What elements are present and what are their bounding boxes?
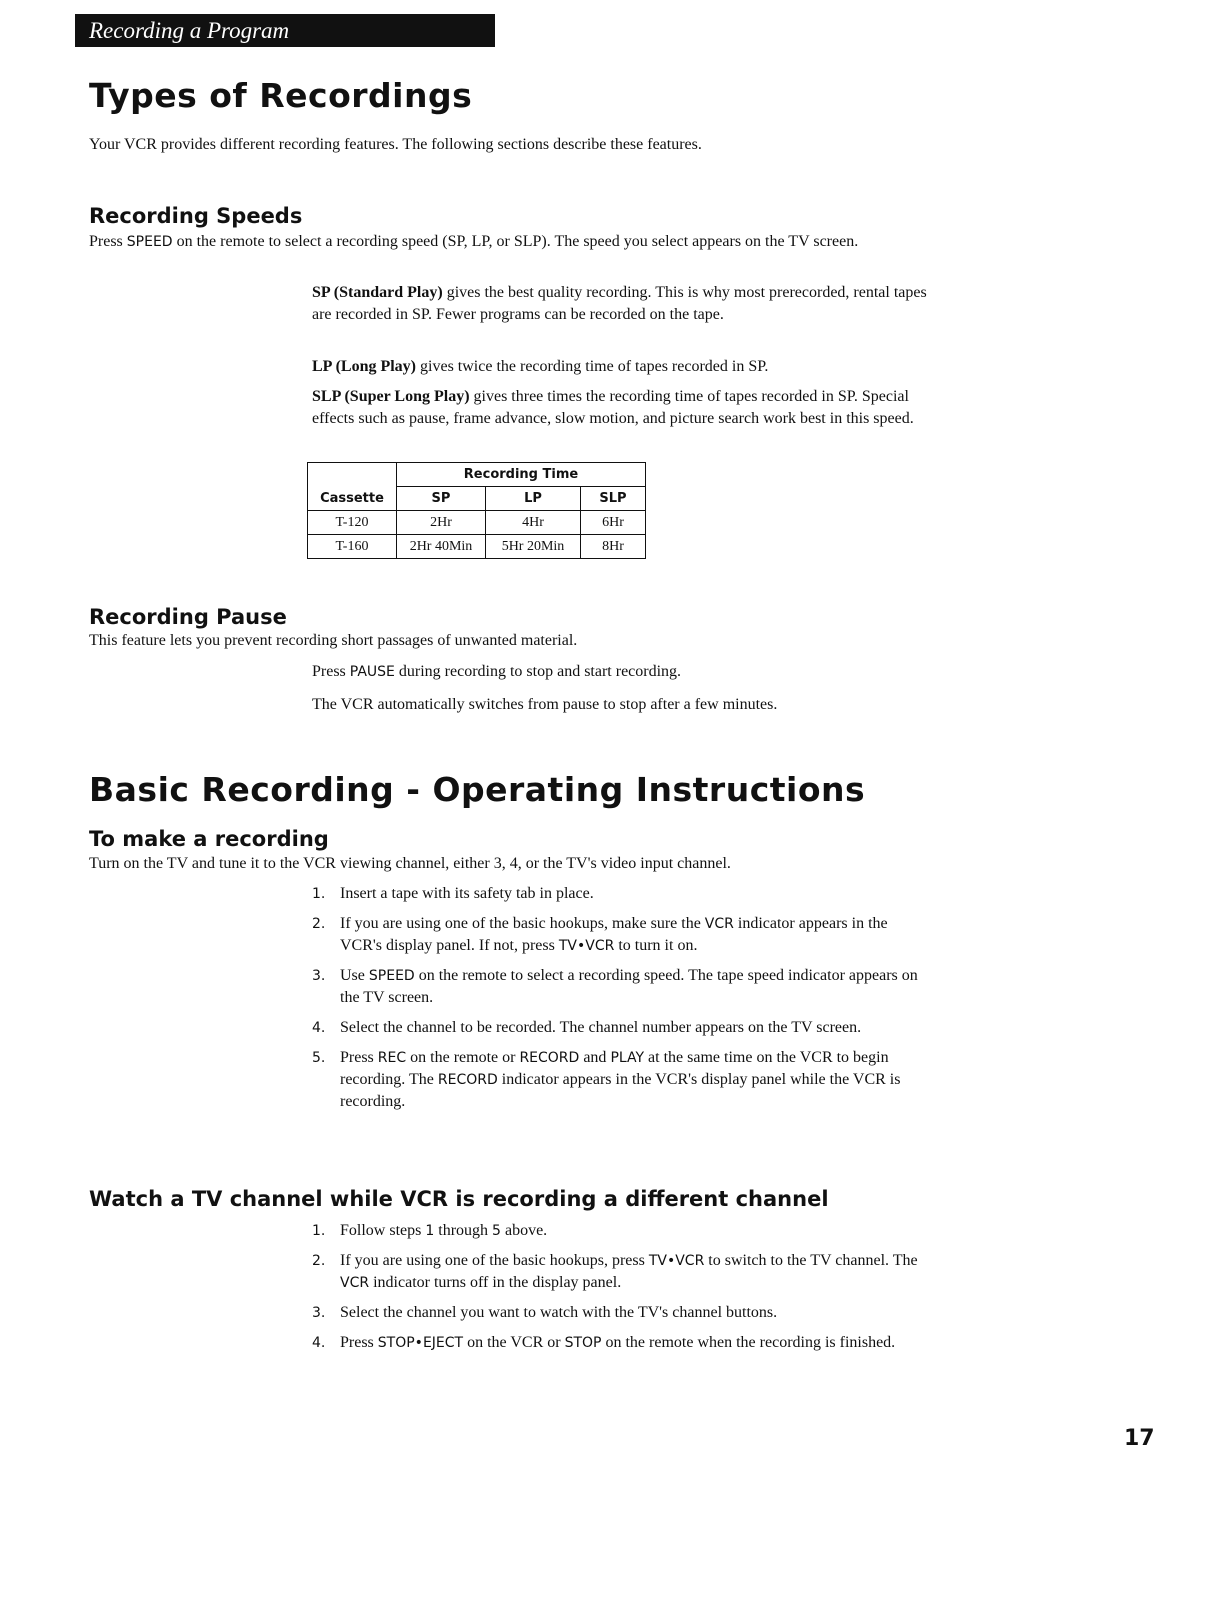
list-item: 4. Press STOP•EJECT on the VCR or STOP on the remote when the recording is finished. — [312, 1334, 896, 1351]
make-recording-steps — [312, 883, 922, 1121]
sp-label: SP (Standard Play) — [312, 284, 443, 301]
lp-description: LP (Long Play) gives twice the recording time of tapes recorded in SP. — [312, 358, 769, 375]
pause-line-2: The VCR automatically switches from pause to stop after a few minutes. — [312, 696, 778, 713]
make-recording-heading: To make a recording — [89, 827, 329, 851]
list-item: 2. If you are using one of the basic hookups, press TV•VCR to switch to the TV channel. The VCR indicator turns off in the display panel. — [312, 1252, 918, 1291]
slp-header: SLP — [581, 487, 646, 511]
make-recording-intro: Turn on the TV and tune it to the VCR viewing channel, either 3, 4, or the TV's video input channel. — [89, 855, 731, 872]
watch-heading: Watch a TV channel while VCR is recording a different channel — [89, 1187, 829, 1211]
slp-label: SLP (Super Long Play) — [312, 388, 470, 405]
list-item: 2. If you are using one of the basic hookups, make sure the VCR indicator appears in the VCR's display panel. If not, press TV•VCR to turn it on. — [312, 915, 888, 954]
sp-description: SP (Standard Play) gives the best quality recording. This is why most prerecorded, rental tapes are recorded in SP. Fewer programs can be recorded on the tape. — [312, 284, 927, 323]
types-intro: Your VCR provides different recording features. The following sections describe these features. — [89, 136, 702, 153]
speed-key: SPEED — [126, 234, 173, 250]
lp-label: LP (Long Play) — [312, 358, 417, 375]
list-item: 5. Press REC on the remote or RECORD and PLAY at the same time on the VCR to begin recording. The RECORD indicator appears in the VCR's display panel while the VCR is recording. — [312, 1049, 901, 1110]
table-row: T-120 2Hr 4Hr 6Hr — [308, 511, 646, 535]
table-header-row — [308, 463, 646, 487]
pause-key: PAUSE — [349, 664, 395, 680]
list-item: 4. Select the channel to be recorded. The channel number appears on the TV screen. — [312, 1019, 862, 1036]
cassette-header: Cassette — [308, 487, 397, 511]
speeds-intro: Press SPEED on the remote to select a recording speed (SP, LP, or SLP). The speed you select appears on the TV screen. — [89, 233, 859, 250]
basic-recording-title: Basic Recording - Operating Instructions — [89, 770, 866, 809]
table-row: T-160 2Hr 40Min 5Hr 20Min 8Hr — [308, 535, 646, 559]
section-banner: Recording a Program — [75, 14, 495, 47]
sp-header: SP — [397, 487, 486, 511]
list-item: 1. Follow steps 1 through 5 above. — [312, 1222, 548, 1239]
table-column-row — [308, 487, 646, 511]
list-item: 3. Use SPEED on the remote to select a recording speed. The tape speed indicator appears on the TV screen. — [312, 967, 918, 1006]
watch-steps — [312, 1220, 922, 1362]
pause-line-1: Press PAUSE during recording to stop and start recording. — [312, 663, 682, 680]
pause-heading: Recording Pause — [89, 605, 287, 629]
slp-description: SLP (Super Long Play) gives three times the recording time of tapes recorded in SP. Special effects such as pause, frame advance, slow motion, and picture search work best in this speed. — [312, 388, 914, 427]
recording-time-header: Recording Time — [397, 463, 646, 487]
lp-header: LP — [486, 487, 581, 511]
recording-time-table — [307, 462, 646, 559]
types-title: Types of Recordings — [89, 76, 473, 115]
speeds-heading: Recording Speeds — [89, 204, 303, 228]
pause-intro: This feature lets you prevent recording short passages of unwanted material. — [89, 632, 578, 649]
list-item: 1. Insert a tape with its safety tab in place. — [312, 885, 594, 902]
list-item: 3. Select the channel you want to watch with the TV's channel buttons. — [312, 1304, 778, 1321]
page-number: 17 — [1124, 1426, 1155, 1451]
